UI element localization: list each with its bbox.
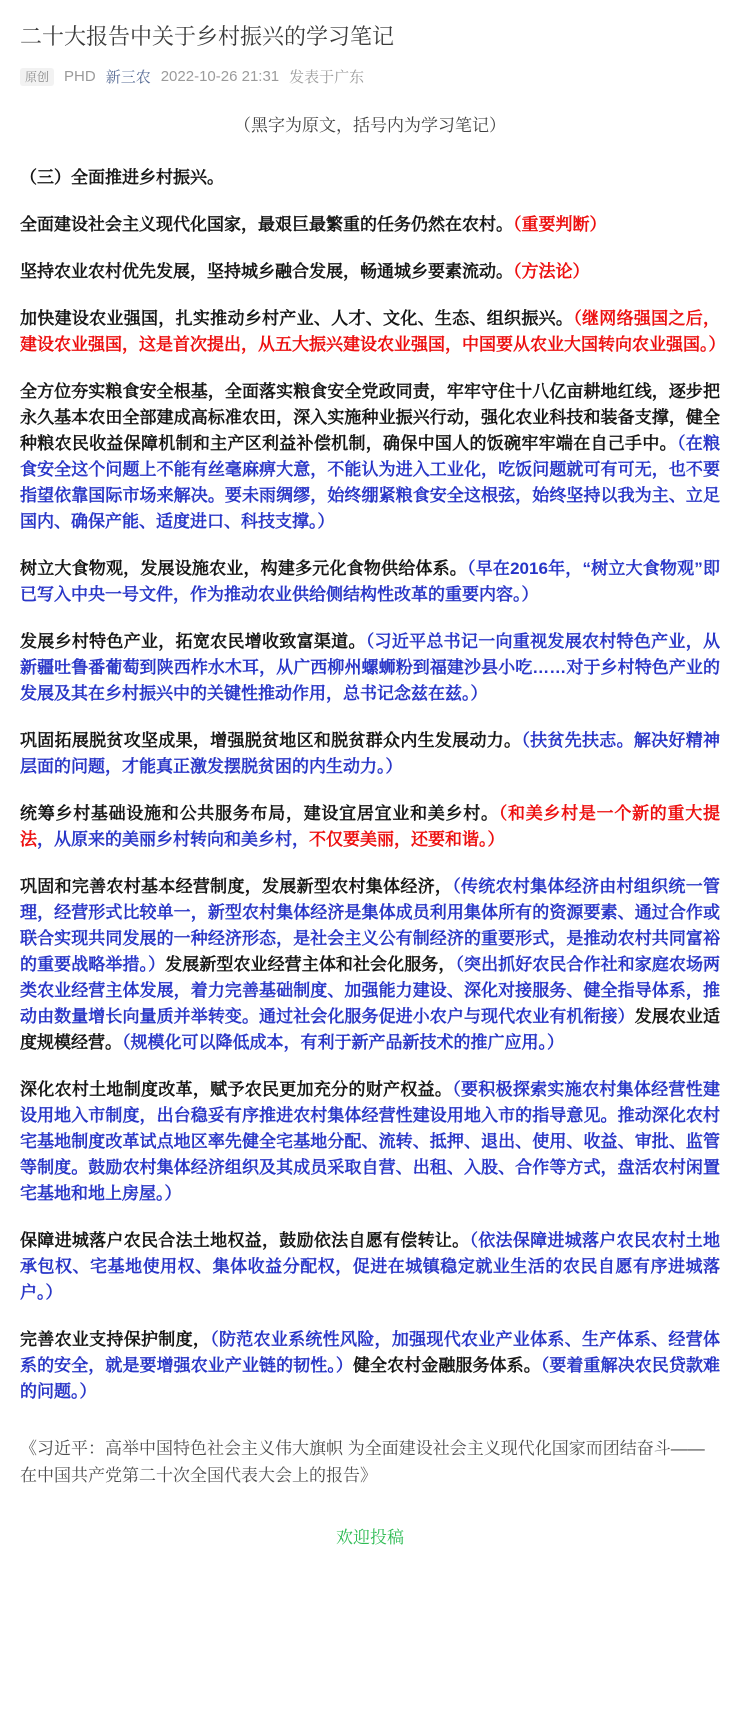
study-note: ，从原来的美丽乡村转向和美乡村，: [37, 830, 309, 849]
study-note: （习近平总书记一向重视发展农村特色产业，从新疆吐鲁番葡萄到陕西柞水木耳，从广西柳州螺蛳粉到福建沙县小吃……对于乡村特色产业的发展及其在乡村振兴中的关键性推动作用，总书记念兹在兹。）: [20, 632, 720, 703]
original-text: 加快建设农业强国，扎实推动乡村产业、人才、文化、生态、组织振兴。: [20, 309, 574, 328]
study-note: （早在2016年，“树立大食物观”即已写入中央一号文件，作为推动农业供给侧结构性改革的重要内容。）: [20, 559, 721, 604]
paragraph-text: （三）全面推进乡村振兴。: [20, 168, 224, 187]
study-note: （要着重解决农民贷款难的问题。）: [20, 1356, 721, 1401]
original-text: 深化农村土地制度改革，赋予农民更加充分的财产权益。: [20, 1080, 453, 1099]
study-note: （继网络强国之后，建设农业强国，这是首次提出，从五大振兴建设农业强国，中国要从农业大国转向农业强国。）: [20, 309, 726, 354]
article-meta: [20, 66, 720, 87]
original-text: 发展乡村特色产业，拓宽农民增收致富渠道。: [20, 632, 366, 651]
paragraph: [20, 556, 720, 608]
original-badge: 原创: [20, 68, 54, 86]
paragraph: [20, 728, 720, 780]
original-text: 坚持农业农村优先发展，坚持城乡融合发展，畅通城乡要素流动。: [20, 262, 513, 281]
paragraph: [20, 306, 726, 358]
page-title: 二十大报告中关于乡村振兴的学习笔记: [20, 24, 395, 49]
paragraph: [20, 259, 720, 285]
original-text: 发展新型农业经营主体和社会化服务，: [165, 955, 456, 974]
study-note: （在粮食安全这个问题上不能有丝毫麻痹大意，不能认为进入工业化，吃饭问题就可有可无，也不要指望依靠国际市场来解决。要未雨绸缪，始终绷紧粮食安全这根弦，始终坚持以我为主、立足国内、确保产能、适度进口、科技支撑。）: [20, 434, 721, 531]
original-text: 全面建设社会主义现代化国家，最艰巨最繁重的任务仍然在农村。: [20, 215, 513, 234]
study-note: （要积极探索实施农村集体经营性建设用地入市制度，出台稳妥有序推进农村集体经营性建设用地入市的指导意见。推动深化农村宅基地制度改革试点地区率先健全宅基地分配、流转、抵押、退出、使用、收益、审批、监管等制度。鼓励农村集体经济组织及其成员采取自营、出租、入股、合作等方式，盘活农村闲置宅基地和地上房屋。）: [20, 1080, 720, 1203]
original-text: 全方位夯实粮食安全根基，全面落实粮食安全党政同责，牢牢守住十八亿亩耕地红线，逐步把永久基本农田全部建成高标准农田，深入实施种业振兴行动，强化农业科技和装备支撑，健全种粮农民收益保障机制和主产区利益补偿机制，确保中国人的饭碗牢牢端在自己手中。: [20, 382, 720, 453]
study-note: （扶贫先扶志。解决好精神层面的问题，才能真正激发摆脱贫困的内生动力。）: [20, 731, 721, 776]
submit-link[interactable]: 欢迎投稿: [336, 1528, 404, 1547]
study-note: （依法保障进城落户农民农村土地承包权、宅基地使用权、集体收益分配权，促进在城镇稳定就业生活的农民自愿有序进城落户。）: [20, 1231, 721, 1302]
original-text: 巩固和完善农村基本经营制度，发展新型农村集体经济，: [20, 877, 453, 896]
account-link[interactable]: 新三农: [105, 69, 151, 86]
paragraph: [20, 874, 720, 1056]
study-note: （和美乡村是一个新的重大提法: [20, 804, 721, 849]
paragraph: [20, 1077, 720, 1207]
section-heading: [20, 165, 720, 191]
publish-location: 发表于广东: [289, 69, 365, 86]
study-note: （方法论）: [513, 262, 590, 281]
study-note: （突出抓好农民合作社和家庭农场两类农业经营主体发展，着力完善基础制度、加强能力建设、深化对接服务、健全指导体系，推动由数量增长向量质并举转变。通过社会化服务促进小农户与现代农业有机衔接）: [20, 955, 721, 1026]
original-text: 树立大食物观，发展设施农业，构建多元化食物供给体系。: [20, 559, 467, 578]
original-text: 发展农业适度规模经营。: [20, 1007, 721, 1052]
study-note: 不仅要美丽，还要和谐。）: [309, 830, 505, 849]
original-text: 保障进城落户农民合法土地权益，鼓励依法自愿有偿转让。: [20, 1231, 470, 1250]
original-text: 统筹乡村基础设施和公共服务布局，建设宜居宜业和美乡村。: [20, 804, 499, 823]
reference-citation: 《习近平：高举中国特色社会主义伟大旗帜 为全面建设社会主义现代化国家而团结奋斗——在中国共产党第二十次全国代表大会上的报告》: [20, 1439, 705, 1485]
original-text: 健全农村金融服务体系。: [352, 1356, 541, 1375]
paragraph: [20, 1228, 720, 1306]
paragraph: [20, 801, 720, 853]
paragraph: [20, 379, 720, 535]
paragraph: [20, 629, 720, 707]
intro-note: （黑字为原文，括号内为学习笔记）: [234, 116, 506, 135]
footer: [20, 1523, 720, 1548]
original-text: 完善农业支持保护制度，: [20, 1330, 211, 1349]
paragraph: [20, 1327, 720, 1405]
publish-datetime: 2022-10-26 21:31: [160, 68, 280, 85]
study-note: （防范农业系统性风险，加强现代农业产业体系、生产体系、经营体系的安全，就是要增强农业产业链的韧性。）: [20, 1330, 721, 1375]
study-note: （重要判断）: [513, 215, 607, 234]
study-note: （传统农村集体经济由村组织统一管理，经营形式比较单一，新型农村集体经济是集体成员利用集体所有的资源要素、通过合作或联合实现共同发展的一种经济形态，是社会主义公有制经济的重要形式，是推动农村共同富裕的重要战略举措。）: [20, 877, 720, 974]
author-name: PHD: [64, 68, 96, 85]
study-note: （规模化可以降低成本，有利于新产品新技术的推广应用。）: [122, 1033, 564, 1052]
paragraph: [20, 212, 720, 238]
original-text: 巩固拓展脱贫攻坚成果，增强脱贫地区和脱贫群众内生发展动力。: [20, 731, 522, 750]
